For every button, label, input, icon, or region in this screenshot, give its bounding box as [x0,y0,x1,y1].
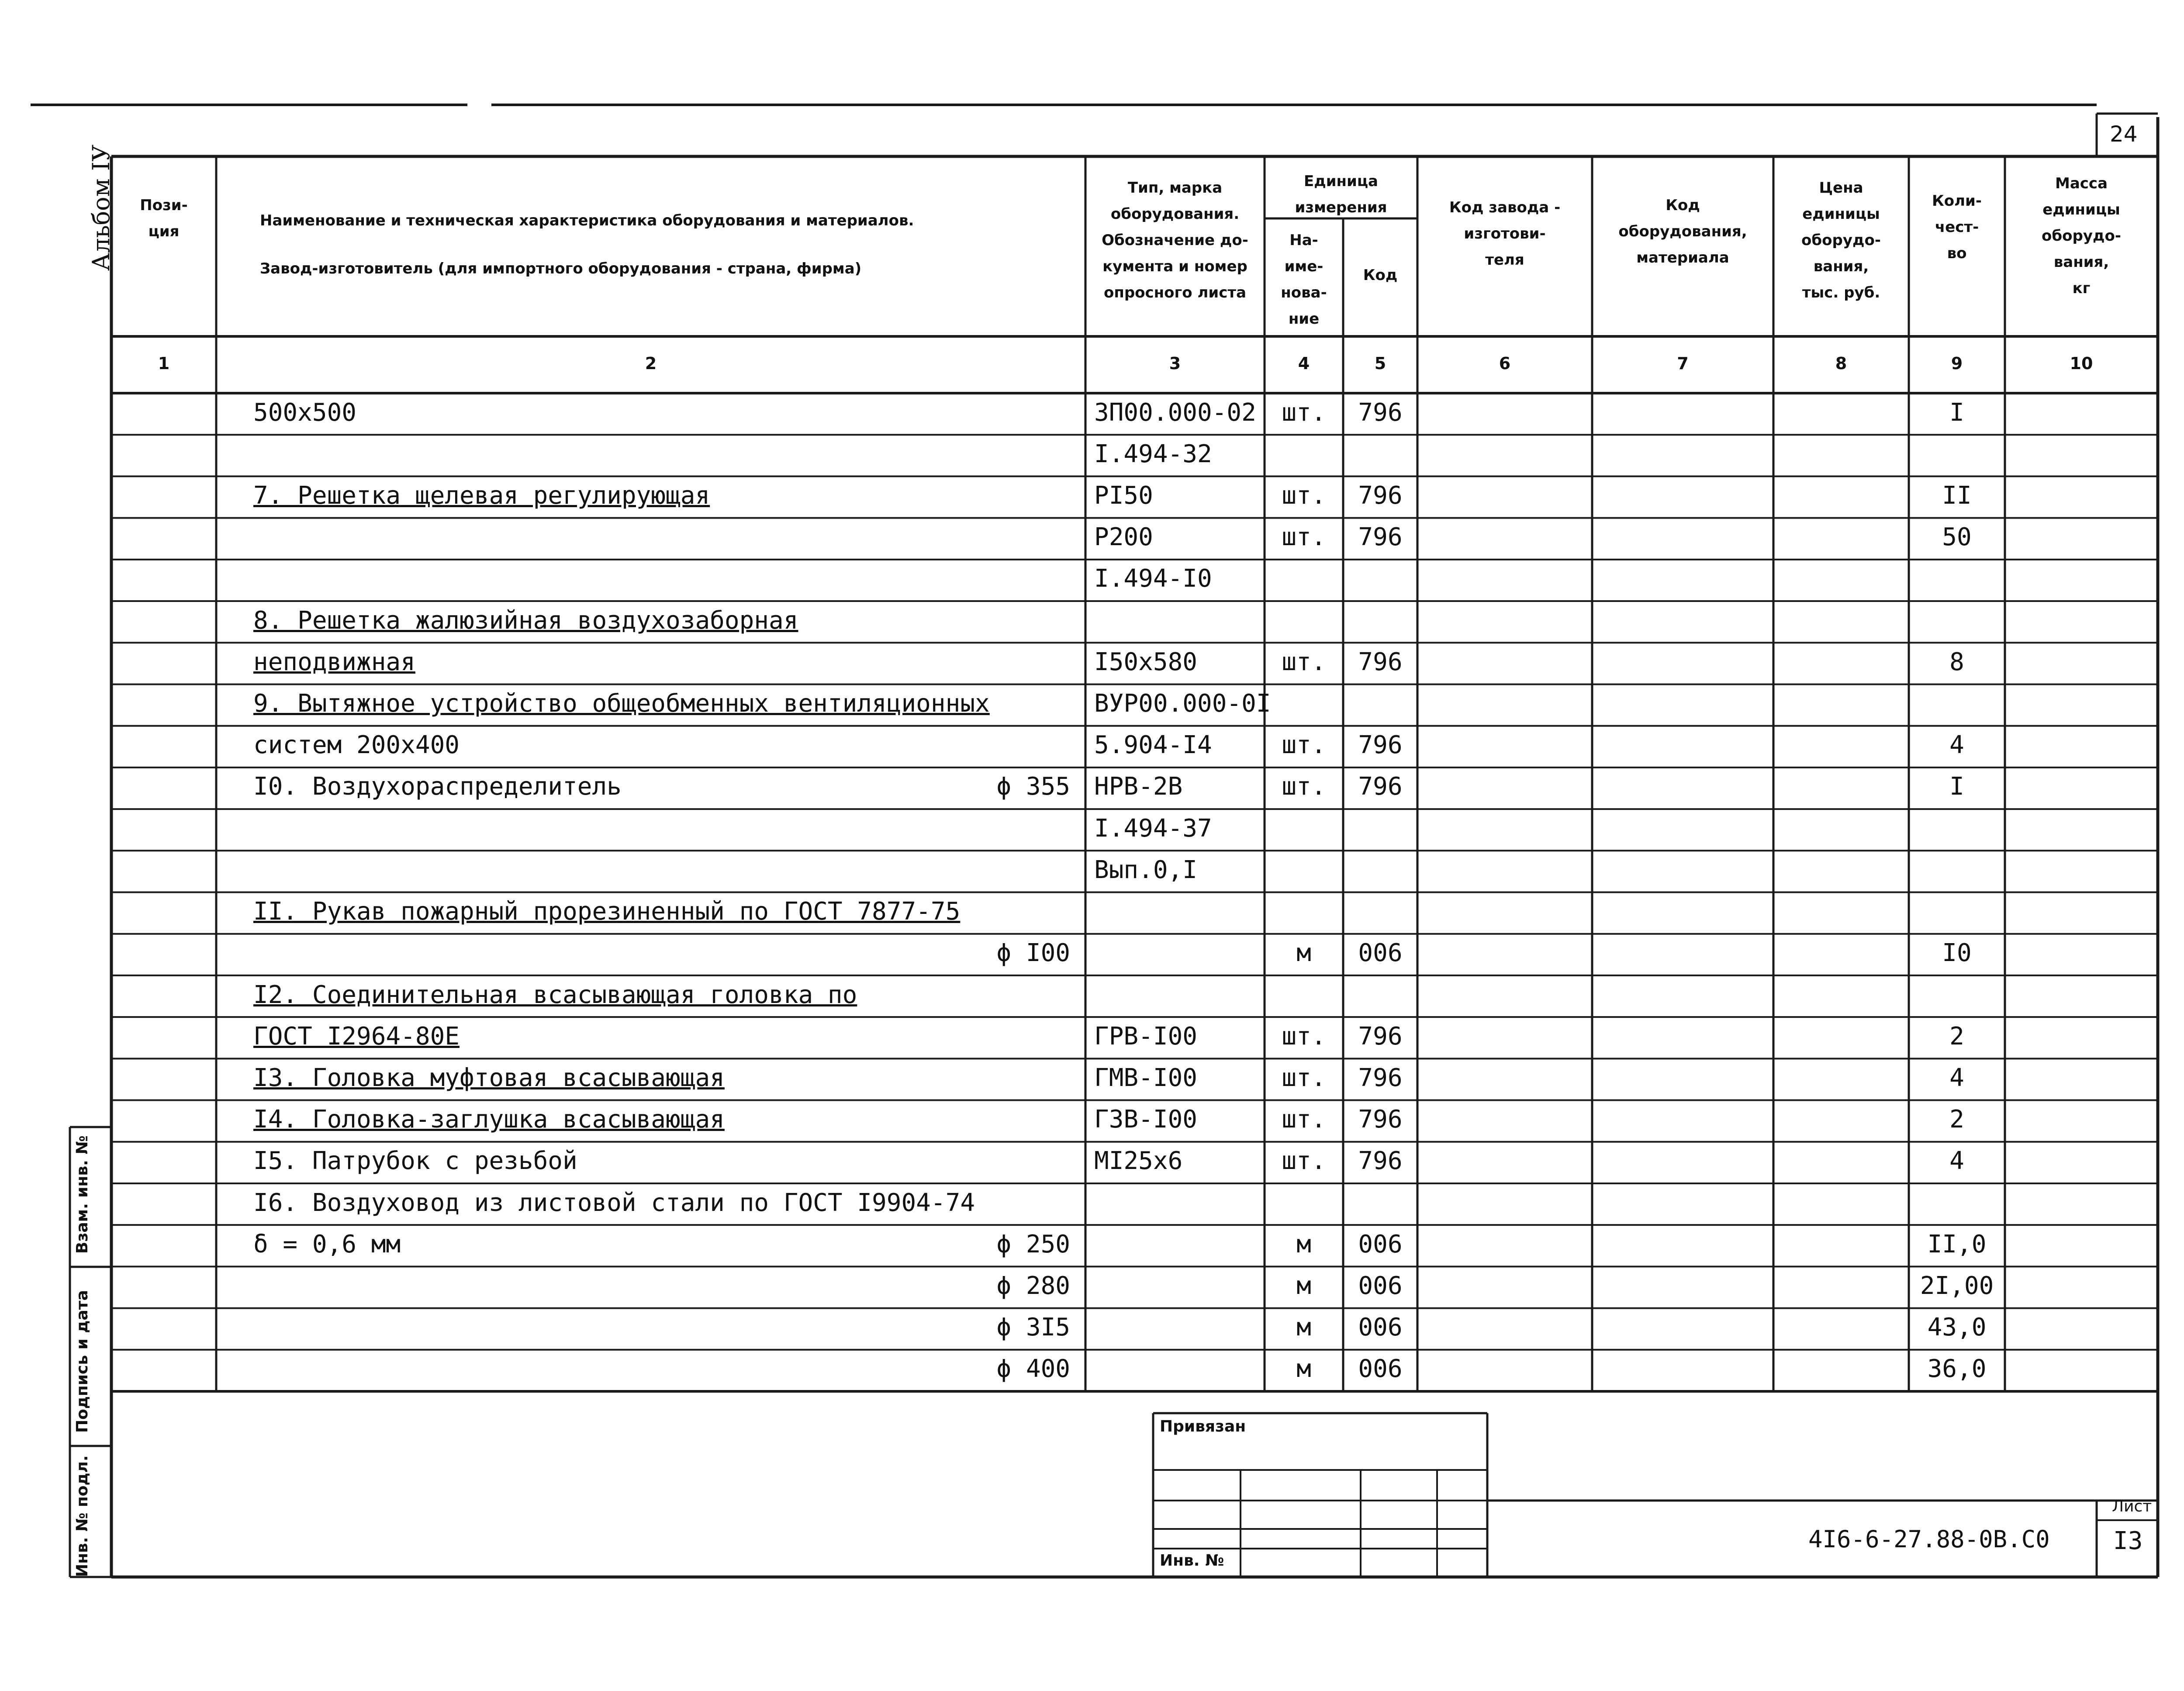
column-number: 5 [1374,354,1386,373]
header-line: На- [1289,232,1318,249]
header-cell [1417,194,1592,273]
item-quantity: 2I,00 [1920,1271,1994,1300]
item-unit-code: 796 [1358,481,1403,510]
sheet-number: I3 [2113,1527,2143,1555]
header-line: единицы [1802,205,1880,223]
item-type: НРВ-2В [1094,772,1183,801]
header-line: кумента и номер [1102,258,1248,275]
item-unit: шт. [1282,731,1326,760]
item-type: Вып.0,I [1094,855,1198,884]
item-unit: м [1296,939,1311,968]
header-line: оборудо- [1801,232,1881,249]
item-name: неподвижная [253,647,415,676]
item-diameter: ϕ I00 [996,939,1070,968]
item-quantity: 8 [1949,647,1964,676]
item-type: 5.904-I4 [1094,731,1212,760]
item-type: PI50 [1094,481,1153,510]
item-unit-code: 796 [1358,1105,1403,1134]
item-diameter: ϕ 400 [996,1355,1070,1383]
side-label-inv: Инв. № подл. [73,1455,91,1577]
item-unit: шт. [1282,647,1326,676]
item-quantity: I0 [1942,939,1972,968]
item-unit-code: 796 [1358,1022,1403,1051]
header-line: име- [1284,258,1324,275]
item-type: I.494-I0 [1094,564,1212,593]
item-quantity: II,0 [1927,1230,1987,1259]
item-unit-code: 796 [1358,523,1403,552]
item-quantity: 2 [1949,1022,1964,1051]
header-line: единицы [2042,201,2120,218]
column-number: 9 [1951,354,1963,373]
header-line: оборудования. [1110,205,1240,223]
item-quantity: 36,0 [1927,1355,1987,1383]
header-line: Масса [2055,175,2108,192]
item-name: II. Рукав пожарный прорезиненный по ГОСТ 7877-75 [253,897,961,926]
column-number: 2 [645,354,657,373]
header-line: тыс. руб. [1802,284,1880,301]
item-unit-code: 796 [1358,398,1403,427]
item-name: 500х500 [253,398,357,427]
item-diameter: ϕ 3I5 [996,1313,1070,1342]
item-unit: м [1296,1271,1311,1300]
item-quantity: 50 [1942,523,1972,552]
item-quantity: 4 [1949,1147,1964,1176]
page-number: 24 [2110,121,2138,147]
item-unit: шт. [1282,1105,1326,1134]
header-line: опросного листа [1103,284,1247,301]
item-type: P200 [1094,523,1153,552]
item-type: ГЗВ-I00 [1094,1105,1198,1134]
column-number: 1 [158,354,170,373]
item-unit: шт. [1282,1022,1326,1051]
header-line: ние [1288,310,1320,328]
column-number: 4 [1298,354,1310,373]
item-type: ГРВ-I00 [1094,1022,1198,1051]
item-unit: м [1296,1230,1311,1259]
item-diameter: ϕ 280 [996,1271,1070,1300]
item-unit-code: 796 [1358,1063,1403,1092]
header-cell [1909,188,2005,266]
header-cell [216,197,1085,293]
item-quantity: 2 [1949,1105,1964,1134]
item-unit-code: 796 [1358,731,1403,760]
column-number: 6 [1499,354,1511,373]
header-line: Наименование и техническая характеристика оборудования и материалов. [260,212,914,229]
item-name: δ = 0,6 мм [253,1230,401,1259]
header-line: материала [1636,249,1729,266]
header-line: во [1947,245,1967,262]
header-cell [1265,227,1343,332]
item-type: I.494-32 [1094,439,1212,468]
header-line: вания, [2053,253,2109,271]
header-line: Код [1666,197,1700,214]
item-diameter: ϕ 250 [996,1230,1070,1259]
header-line: Пози- [140,197,188,214]
header-line: изготови- [1464,225,1546,242]
item-quantity: 4 [1949,1063,1964,1092]
item-unit-code: 796 [1358,1147,1403,1176]
item-quantity: II [1942,481,1972,510]
column-number: 3 [1169,354,1181,373]
side-label-podpis: Подпись и дата [73,1290,91,1433]
header-cell [1592,192,1773,271]
item-name: систем 200х400 [253,731,460,760]
item-name: I3. Головка муфтовая всасывающая [253,1063,725,1092]
column-number: 7 [1677,354,1689,373]
item-type: ВУР00.000-0I [1094,689,1271,718]
item-quantity: 43,0 [1927,1313,1987,1342]
item-name: I4. Головка-заглушка всасывающая [253,1105,725,1134]
item-type: I.494-37 [1094,814,1212,843]
item-quantity: 4 [1949,731,1964,760]
header-line: вания, [1813,258,1869,275]
item-unit: шт. [1282,481,1326,510]
item-diameter: ϕ 355 [996,772,1070,801]
item-unit: шт. [1282,398,1326,427]
header-line: кг [2072,280,2091,297]
item-unit-code: 006 [1358,1313,1403,1342]
item-unit-code: 006 [1358,1355,1403,1383]
item-quantity: I [1949,772,1964,801]
item-unit: шт. [1282,772,1326,801]
item-unit-code: 796 [1358,647,1403,676]
column-number: 10 [2070,354,2093,373]
sheet-label: Лист [2112,1497,2152,1515]
item-name: 7. Решетка щелевая регулирующая [253,481,710,510]
item-type: МI25х6 [1094,1147,1183,1176]
header-line: оборудования, [1618,223,1747,240]
album-label: Альбом IУ [87,144,115,271]
header-line: нова- [1281,284,1327,301]
item-name: 9. Вытяжное устройство общеобменных вентиляционных [253,689,990,718]
header-line: Код завода - [1449,199,1561,216]
header-line: Тип, марка [1127,179,1223,197]
item-unit: шт. [1282,1147,1326,1176]
header-line: Коли- [1932,192,1982,210]
item-type: ГМВ-I00 [1094,1063,1198,1092]
stamp-inv-label: Инв. № [1160,1552,1224,1570]
header-cell [2005,170,2158,301]
item-unit-code: 796 [1358,772,1403,801]
item-quantity: I [1949,398,1964,427]
item-unit-code: 006 [1358,939,1403,968]
item-name: I6. Воздуховод из листовой стали по ГОСТ I9904-74 [253,1188,975,1217]
header-line: ция [148,223,180,240]
header-cell [1343,262,1417,288]
document-code: 4I6-6-27.88-0В.С0 [1808,1525,2050,1553]
header-cell [1773,175,1909,306]
header-line: теля [1485,251,1524,269]
item-type: 3П00.000-02 [1094,398,1256,427]
item-unit: м [1296,1355,1311,1383]
item-name: I0. Воздухораспределитель [253,772,622,801]
header-line: Обозначение до- [1102,232,1248,249]
item-unit-code: 006 [1358,1271,1403,1300]
header-cell [1085,175,1265,306]
item-unit: шт. [1282,1063,1326,1092]
item-unit: шт. [1282,523,1326,552]
item-name: I5. Патрубок с резьбой [253,1147,577,1176]
item-type: I50х580 [1094,647,1198,676]
header-line: Единица [1304,173,1378,190]
item-name: 8. Решетка жалюзийная воздухозаборная [253,606,798,635]
column-number: 8 [1835,354,1847,373]
header-line: оборудо- [2042,227,2121,245]
header-line: Завод-изготовитель (для импортного оборудования - страна, фирма) [260,260,862,277]
item-name: I2. Соединительная всасывающая головка по [253,980,857,1009]
item-unit-code: 006 [1358,1230,1403,1259]
header-line: Цена [1819,179,1863,197]
side-label-vzam: Взам. инв. № [73,1135,91,1254]
stamp-attached-label: Привязан [1160,1418,1246,1435]
header-line: чест- [1935,218,1979,236]
item-name: ГОСТ I2964-80Е [253,1022,460,1051]
header-line: измерения [1295,199,1387,216]
header-cell [1265,168,1417,221]
header-cell [111,192,216,245]
item-unit: м [1296,1313,1311,1342]
header-line: Код [1363,266,1398,284]
